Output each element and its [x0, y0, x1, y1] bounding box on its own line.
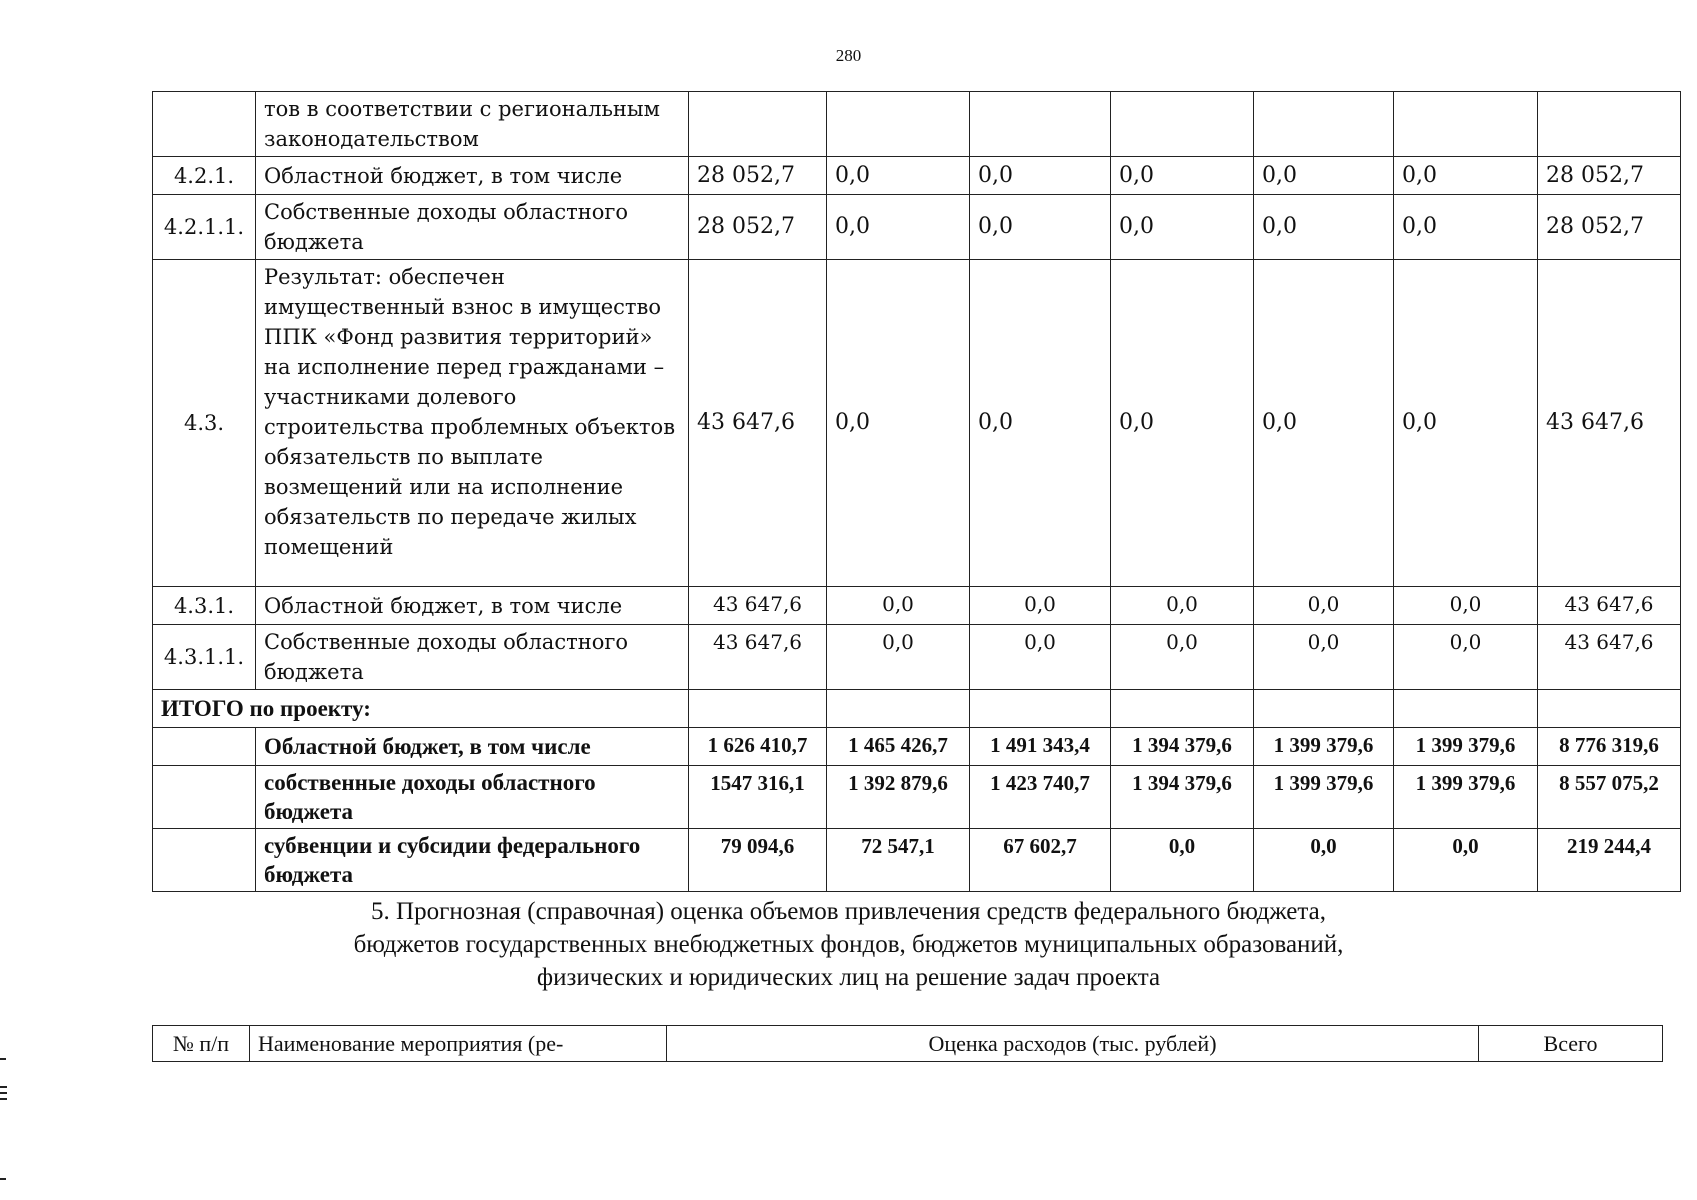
header-total: Всего	[1479, 1026, 1663, 1062]
value-cell: 43 647,6	[1538, 260, 1681, 587]
row-code	[153, 92, 256, 157]
value-cell: 0,0	[1394, 587, 1538, 625]
table-row	[153, 625, 1681, 690]
section-title-line: бюджетов государственных внебюджетных фондов, бюджетов муниципальных образований,	[353, 931, 1344, 958]
row-code: 4.3.1.1.	[153, 625, 256, 690]
table-row	[153, 195, 1681, 260]
margin-mark	[0, 1178, 6, 1180]
value-cell: 0,0	[827, 195, 970, 260]
value-cell: 8 557 075,2	[1538, 766, 1681, 829]
value-cell: 1 399 379,6	[1394, 728, 1538, 766]
value-cell: 8 776 319,6	[1538, 728, 1681, 766]
value-cell: 1 394 379,6	[1111, 728, 1254, 766]
value-cell: 43 647,6	[1538, 587, 1681, 625]
table-row	[153, 260, 1681, 587]
value-cell: 28 052,7	[1538, 157, 1681, 195]
value-cell: 0,0	[1394, 260, 1538, 587]
margin-mark	[0, 1098, 7, 1100]
row-code: 4.3.	[153, 260, 256, 587]
value-cell: 0,0	[1254, 587, 1394, 625]
margin-mark	[0, 1092, 7, 1094]
value-cell: 0,0	[970, 260, 1111, 587]
value-cell: 219 244,4	[1538, 829, 1681, 892]
value-cell: 1 399 379,6	[1394, 766, 1538, 829]
page-number: 280	[835, 46, 862, 65]
header-name: Наименование мероприятия (ре-	[250, 1026, 667, 1062]
total-label-row	[153, 690, 1681, 728]
table-row	[153, 587, 1681, 625]
value-cell: 0,0	[1254, 157, 1394, 195]
value-cell: 0,0	[1254, 260, 1394, 587]
value-cell: 0,0	[1111, 829, 1254, 892]
row-code: 4.2.1.1.	[153, 195, 256, 260]
header-num: № п/п	[153, 1026, 250, 1062]
value-cell: 43 647,6	[1538, 625, 1681, 690]
row-name: Собственные доходы областного бюджета	[256, 625, 689, 690]
value-cell: 43 647,6	[689, 625, 827, 690]
total-label: ИТОГО по проекту:	[153, 690, 689, 728]
value-cell: 1 491 343,4	[970, 728, 1111, 766]
value-cell: 28 052,7	[689, 157, 827, 195]
value-cell: 0,0	[1111, 195, 1254, 260]
value-cell: 72 547,1	[827, 829, 970, 892]
total-row	[153, 829, 1681, 892]
section-title-line: физических и юридических лиц на решение задач проекта	[536, 964, 1161, 991]
value-cell: 0,0	[1394, 829, 1538, 892]
value-cell: 1 394 379,6	[1111, 766, 1254, 829]
value-cell: 1 399 379,6	[1254, 728, 1394, 766]
row-code: 4.3.1.	[153, 587, 256, 625]
row-name: тов в соответствии с региональным законодательством	[256, 92, 689, 157]
row-name: собственные доходы областного бюджета	[256, 766, 689, 829]
value-cell: 43 647,6	[689, 260, 827, 587]
section-5-title	[0, 895, 1697, 994]
value-cell: 67 602,7	[970, 829, 1111, 892]
budget-table	[152, 91, 1681, 892]
value-cell: 0,0	[1394, 625, 1538, 690]
value-cell: 0,0	[970, 587, 1111, 625]
total-row	[153, 766, 1681, 829]
table-row	[153, 157, 1681, 195]
value-cell: 1 423 740,7	[970, 766, 1111, 829]
value-cell: 1 392 879,6	[827, 766, 970, 829]
value-cell: 0,0	[827, 587, 970, 625]
table-row	[153, 92, 1681, 157]
value-cell: 1 465 426,7	[827, 728, 970, 766]
value-cell: 1 626 410,7	[689, 728, 827, 766]
table-header-row	[153, 1026, 1663, 1062]
value-cell: 0,0	[827, 157, 970, 195]
value-cell: 0,0	[1111, 157, 1254, 195]
value-cell: 0,0	[970, 157, 1111, 195]
margin-mark	[0, 1086, 7, 1088]
value-cell: 0,0	[827, 260, 970, 587]
value-cell: 0,0	[1111, 587, 1254, 625]
value-cell: 0,0	[1394, 157, 1538, 195]
value-cell: 0,0	[827, 625, 970, 690]
value-cell: 1547 316,1	[689, 766, 827, 829]
row-name: субвенции и субсидии федерального бюджета	[256, 829, 689, 892]
row-name: Областной бюджет, в том числе	[256, 587, 689, 625]
row-name: Областной бюджет, в том числе	[256, 728, 689, 766]
section5-table	[152, 1025, 1663, 1062]
row-name: Областной бюджет, в том числе	[256, 157, 689, 195]
value-cell: 43 647,6	[689, 587, 827, 625]
value-cell: 28 052,7	[689, 195, 827, 260]
value-cell: 79 094,6	[689, 829, 827, 892]
value-cell: 0,0	[970, 195, 1111, 260]
value-cell: 0,0	[970, 625, 1111, 690]
value-cell: 0,0	[1254, 195, 1394, 260]
value-cell: 28 052,7	[1538, 195, 1681, 260]
row-name: Собственные доходы областного бюджета	[256, 195, 689, 260]
value-cell: 0,0	[1394, 195, 1538, 260]
total-row	[153, 728, 1681, 766]
header-estimate: Оценка расходов (тыс. рублей)	[667, 1026, 1479, 1062]
value-cell: 0,0	[1111, 260, 1254, 587]
row-name: Результат: обеспечен имущественный взнос в имущество ППК «Фонд развития территорий» на исполнение перед гражданами – участниками долевого строительства проблемных объектов обязательств по выплате возмещений или на исполнение обязательств по передаче жилых помещений	[256, 260, 689, 587]
section-title-line: 5. Прогнозная (справочная) оценка объемов привлечения средств федерального бюджета,	[371, 898, 1326, 925]
margin-mark	[0, 1058, 6, 1060]
value-cell: 1 399 379,6	[1254, 766, 1394, 829]
row-code: 4.2.1.	[153, 157, 256, 195]
value-cell: 0,0	[1111, 625, 1254, 690]
value-cell: 0,0	[1254, 625, 1394, 690]
value-cell: 0,0	[1254, 829, 1394, 892]
